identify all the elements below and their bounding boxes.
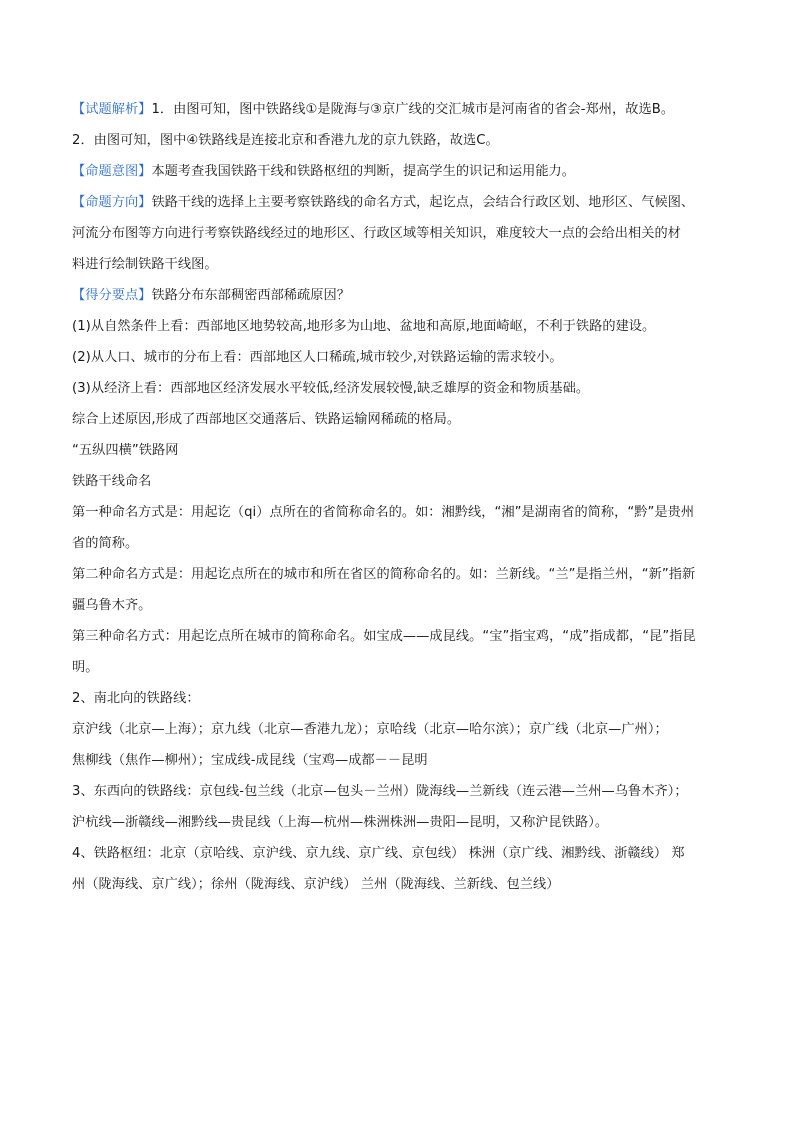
line-text: (1)从自然条件上看：西部地区地势较高,地形多为山地、盆地和高原,地面崎岖，不利于铁路的建设。	[72, 319, 656, 334]
line-naming-1b	[72, 528, 727, 559]
line-text: 本题考查我国铁路干线和铁路枢纽的判断，提高学生的识记和运用能力。	[151, 164, 576, 179]
line-text: 焦柳线（焦作—柳州）；宝成线-成昆线（宝鸡—成都－－昆明	[72, 753, 428, 768]
line-analysis-2	[72, 125, 727, 156]
line-text: 综合上述原因,形成了西部地区交通落后、铁路运输网稀疏的格局。	[72, 412, 461, 427]
line-text: 2、南北向的铁路线：	[72, 691, 200, 706]
line-ns-heading	[72, 683, 727, 714]
line-text: 1．由图可知，图中铁路线①是陇海与③京广线的交汇城市是河南省的省会-郑州，故选B。	[151, 102, 675, 117]
line-text: 2．由图可知，图中④铁路线是连接北京和香港九龙的京九铁路，故选C。	[72, 133, 499, 148]
line-text: 料进行绘制铁路干线图。	[72, 257, 218, 272]
line-text: “五纵四横”铁路网	[72, 443, 179, 458]
line-direction-2	[72, 218, 727, 249]
line-text: 省的简称。	[72, 536, 139, 551]
line-text: 州（陇海线、京广线）；徐州（陇海线、京沪线） 兰州（陇海线、兰新线、包兰线）	[72, 877, 560, 892]
line-ew-2	[72, 807, 727, 838]
line-naming-2b	[72, 590, 727, 621]
line-reason-3	[72, 373, 727, 404]
line-naming-1a	[72, 497, 727, 528]
line-text: 第二种命名方式是：用起讫点所在的城市和所在省区的简称命名的。如：兰新线。“兰”是指兰州，“新”指新	[72, 567, 696, 582]
line-keypoints	[72, 280, 727, 311]
line-direction-3	[72, 249, 727, 280]
line-text: (3)从经济上看：西部地区经济发展水平较低,经济发展较慢,缺乏雄厚的资金和物质基础。	[72, 381, 590, 396]
section-tag-keypoints: 【得分要点】	[72, 288, 152, 303]
line-text: 沪杭线—浙赣线—湘黔线—贵昆线（上海—杭州—株洲株洲—贵阳—昆明，又称沪昆铁路）。	[72, 815, 609, 830]
line-text: 疆乌鲁木齐。	[72, 598, 152, 613]
line-ew-1	[72, 776, 727, 807]
line-reason-2	[72, 342, 727, 373]
line-summary	[72, 404, 727, 435]
line-ns-1	[72, 714, 727, 745]
line-text: 京沪线（北京—上海）；京九线（北京—香港九龙）；京哈线（北京—哈尔滨）；京广线（北京—广州）；	[72, 722, 668, 737]
line-text: 铁路分布东部稠密西部稀疏原因？	[151, 288, 350, 303]
line-naming-3b	[72, 652, 727, 683]
line-text: 明。	[72, 660, 99, 675]
line-direction-1	[72, 187, 727, 218]
line-naming-3a	[72, 621, 727, 652]
line-text: 铁路干线的选择上主要考察铁路线的命名方式，起讫点，会结合行政区划、地形区、气候图、	[151, 195, 695, 210]
line-naming-2a	[72, 559, 727, 590]
line-ns-2	[72, 745, 727, 776]
line-reason-1	[72, 311, 727, 342]
line-text: 铁路干线命名	[72, 474, 152, 489]
line-text: 第三种命名方式：用起讫点所在城市的简称命名。如宝成——成昆线。“宝”指宝鸡，“成”指成都，“昆”指昆	[72, 629, 696, 644]
section-tag-direction: 【命题方向】	[72, 195, 152, 210]
line-network-title	[72, 435, 727, 466]
line-intent	[72, 156, 727, 187]
document-body	[72, 94, 727, 900]
line-naming-title	[72, 466, 727, 497]
section-tag-intent: 【命题意图】	[72, 164, 152, 179]
line-hub-2	[72, 869, 727, 900]
line-text: (2)从人口、城市的分布上看：西部地区人口稀疏,城市较少,对铁路运输的需求较小。	[72, 350, 563, 365]
section-tag-analysis: 【试题解析】	[72, 102, 152, 117]
line-text: 3、东西向的铁路线：京包线-包兰线（北京—包头－兰州）陇海线—兰新线（连云港—兰州—乌鲁木齐）；	[72, 784, 688, 799]
line-text: 4、铁路枢纽：北京（京哈线、京沪线、京九线、京广线、京包线） 株洲（京广线、湘黔线、浙赣线） 郑	[72, 846, 685, 861]
line-text: 第一种命名方式是：用起讫（qi）点所在的省简称命名的。如：湘黔线，“湘”是湖南省的简称，“黔”是贵州	[72, 505, 695, 520]
line-analysis-1	[72, 94, 727, 125]
line-hub-1	[72, 838, 727, 869]
line-text: 河流分布图等方向进行考察铁路线经过的地形区、行政区域等相关知识，难度较大一点的会给出相关的材	[72, 226, 681, 241]
